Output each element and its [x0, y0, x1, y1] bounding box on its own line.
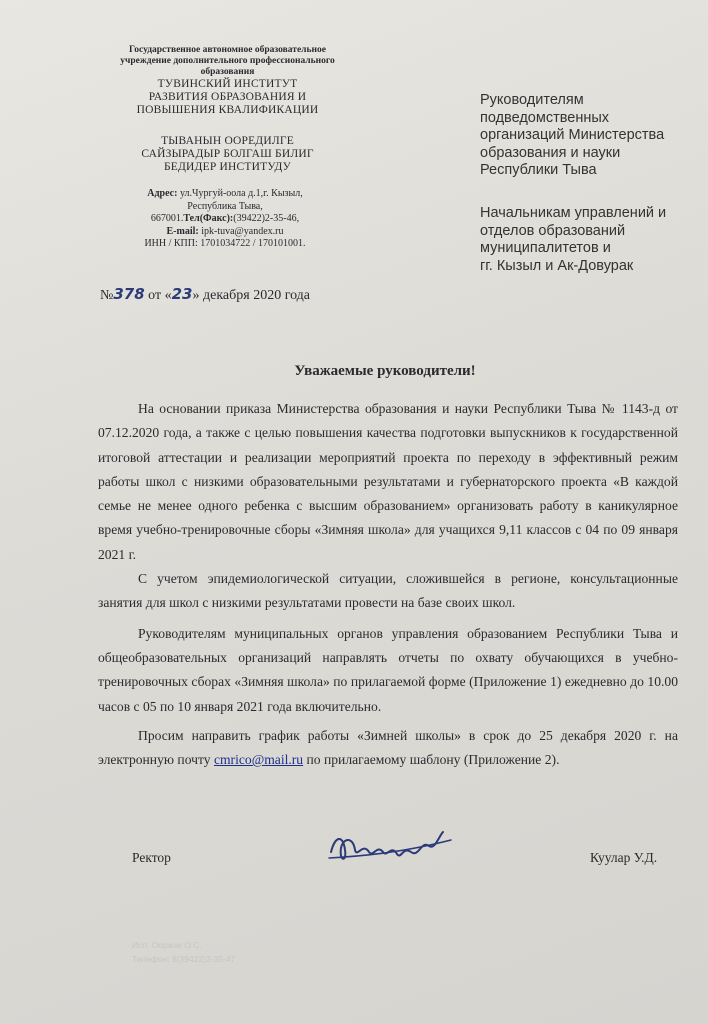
executor-phone: Телефон: 8(39422)2-35-47: [132, 954, 236, 964]
org-name-ru: [95, 78, 360, 117]
recipient-line: Руководителям: [480, 92, 584, 108]
org-email: ipk-tuva@yandex.ru: [201, 225, 284, 237]
signatory-name: Куулар У.Д.: [590, 850, 658, 865]
handwritten-signature: [325, 822, 455, 872]
address-label: Адрес:: [147, 188, 178, 199]
org-line-2: учреждение дополнительного профессионального: [120, 56, 335, 66]
inn-kpp: ИНН / КПП: 1701034722 / 170101001.: [144, 238, 306, 249]
number-sign: №: [100, 288, 114, 303]
org-name-tv: [95, 135, 360, 174]
email-label: E-mail:: [166, 225, 199, 237]
recipient-line: Начальникам управлений и: [480, 205, 667, 221]
address-line-2: Республика Тыва,: [187, 200, 263, 212]
org-name-ru-3: ПОВЫШЕНИЯ КВАЛИФИКАЦИИ: [136, 104, 319, 116]
org-name-tv-1: ТЫВАНЫН ООРЕДИЛГЕ: [161, 135, 294, 147]
postcode: 667001.: [150, 213, 184, 224]
paragraph-2: С учетом эпидемиологической ситуации, сложившейся в регионе, консультационные занятия для школ с низкими результатами провести на базе своих школ.: [98, 571, 678, 611]
paragraph-4: [98, 724, 678, 773]
paragraph-1: На основании приказа Министерства образования и науки Республики Тыва № 1143-д от 07.12.2020 года, а также с целью повышения качества подготовки выпускников к государственной итоговой аттестации и реализации мероприятий проекта по переходу в эффективный режим работы школ с низкими образовательными результатами и губернаторского проекта «В каждой семье не менее одного ребенка с высшим образованием» организовать работу в каникулярное время учебно-тренировочные сборы «Зимняя школа» для учащихся 9,11 классов с 04 по 09 января 2021 г.: [98, 401, 678, 562]
org-name-tv-3: БЕДИДЕР ИНСТИТУДУ: [163, 161, 292, 173]
date-rest: » декабря 2020 года: [192, 288, 311, 303]
org-name-ru-1: ТУВИНСКИЙ ИНСТИТУТ: [157, 78, 298, 90]
org-address: [100, 188, 350, 251]
contact-email-link[interactable]: cmrico@mail.ru: [213, 752, 304, 768]
recipient-line: гг. Кызыл и Ак-Довурак: [480, 257, 634, 274]
paragraph-3: Руководителям муниципальных органов управления образованием Республики Тыва и общеобразовательных организаций направлять отчеты по охвату обучающихся в учебно-тренировочных сборах «Зимняя школа» по прилагаемой форме (Приложение 1) ежедневно до 10.00 часов с 05 по 10 января 2021 года включительно.: [98, 625, 678, 714]
org-name-ru-2: РАЗВИТИЯ ОБРАЗОВАНИЯ И: [148, 91, 307, 103]
phone-number: (39422)2-35-46,: [233, 213, 300, 224]
document-number-date: [100, 285, 400, 304]
document-number: 378: [113, 285, 145, 303]
date-day: 23: [171, 285, 193, 303]
paragraph-4-text-b: по прилагаемому шаблону (Приложение 2).: [306, 752, 560, 768]
recipient-line: образования и науки: [480, 144, 621, 161]
recipient-line: отделов образований: [480, 222, 626, 239]
org-line-1: Государственное автономное образовательное: [129, 45, 326, 55]
recipient-line: подведомственных: [480, 109, 610, 126]
executor-name: Исп. Ооржак О.С.: [132, 940, 202, 950]
salutation: Уважаемые руководители!: [294, 363, 476, 379]
address-line-1: ул.Чургуй-оола д.1,г. Кызыл,: [179, 188, 303, 199]
org-line-3: образования: [200, 67, 255, 77]
recipients-group-2: [480, 205, 695, 275]
phone-label: Тел(Факс):: [183, 213, 234, 224]
recipients-group-1: [480, 92, 695, 180]
recipient-line: Республики Тыва: [480, 162, 597, 178]
recipient-line: организаций Министерства: [480, 127, 665, 143]
paragraph-4-text-a: Просим направить график работы «Зимней школы» в срок до 25 декабря 2020 г. на электронную почту: [98, 727, 678, 768]
org-descriptor: [95, 45, 360, 78]
signatory-title: Ректор: [132, 850, 171, 865]
org-name-tv-2: САЙЗЫРАДЫР БОЛГАШ БИЛИГ: [141, 148, 314, 160]
letter-body: [98, 397, 678, 772]
recipient-line: муниципалитетов и: [480, 240, 611, 256]
date-from: от «: [148, 288, 172, 303]
